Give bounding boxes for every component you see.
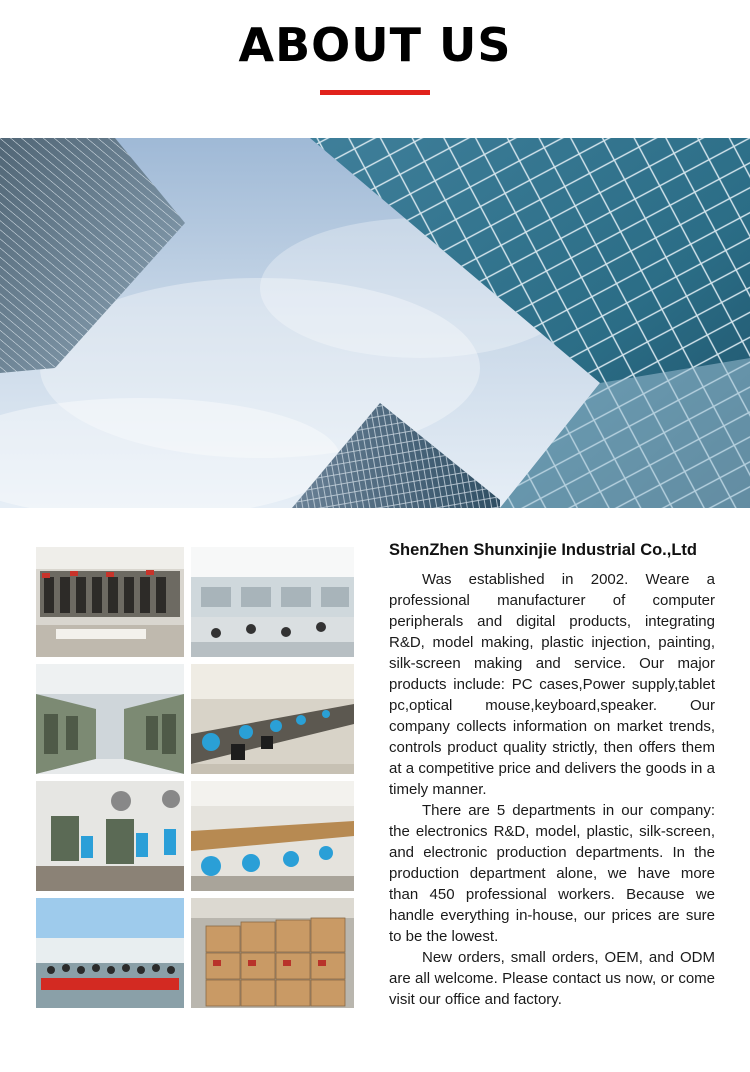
gallery-photo	[191, 898, 354, 1008]
gallery-photo	[191, 547, 354, 657]
about-paragraph-3: New orders, small orders, OEM, and ODM are all welcome. Please contact us now, or come visit our office and factory.	[389, 949, 715, 1008]
gallery-photo	[36, 781, 184, 891]
title-underline	[320, 90, 430, 95]
gallery-photo	[36, 664, 184, 774]
hero-image	[0, 138, 750, 508]
gallery-photo	[36, 547, 184, 657]
about-text-section	[389, 541, 715, 1010]
about-paragraph-2: There are 5 departments in our company: the electronics R&D, model, plastic, silk-screen, and electronic production departments. In the production department alone, we have more than 450 professional workers. Because we handle everything in-house, our prices are sure to be the lowest.	[389, 802, 715, 945]
page-title: ABOUT US	[238, 18, 512, 72]
company-name: ShenZhen Shunxinjie Industrial Co.,Ltd	[389, 541, 698, 559]
gallery-photo	[191, 781, 354, 891]
about-paragraph-1: Was established in 2002. Weare a professional manufacturer of computer peripherals and digital products, integrating R&D, model making, plastic injection, painting, silk-screen making and service. Our major products include: PC cases,Power supply,tablet pc,optical mouse,keyboard,speaker. Our company collects information on market trends, controls product quality strictly, then offers them at a competitive price and delivers the goods in a timely manner.	[389, 571, 715, 798]
gallery-photo	[36, 898, 184, 1008]
gallery-photo	[191, 664, 354, 774]
